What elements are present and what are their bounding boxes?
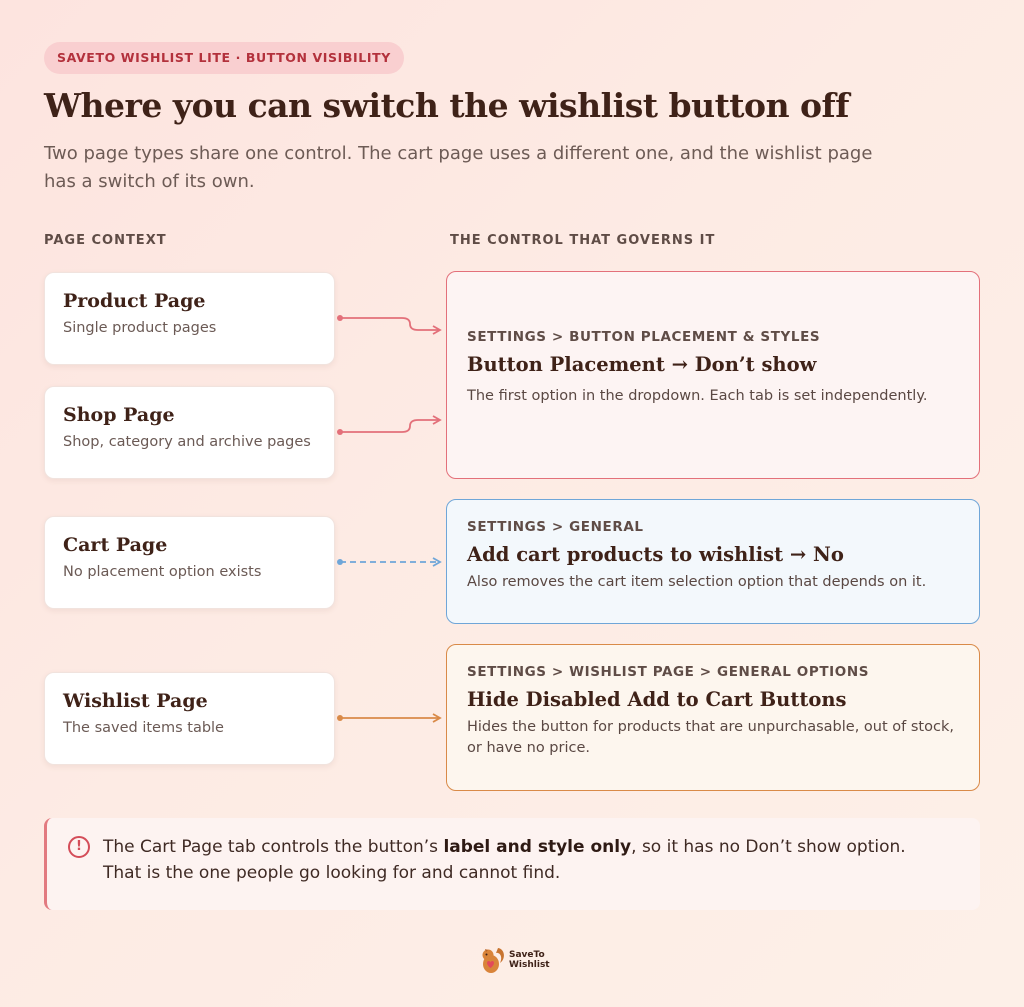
brand-logo [478, 944, 550, 976]
column-heading-control: THE CONTROL THAT GOVERNS IT [450, 233, 716, 248]
page-title: Where you can switch the wishlist button off [44, 86, 849, 125]
context-subtitle: Shop, category and archive pages [63, 434, 311, 450]
context-subtitle: The saved items table [63, 720, 224, 736]
control-description: Also removes the cart item selection option that depends on it. [467, 574, 927, 590]
control-card-general [446, 499, 980, 624]
control-path: SETTINGS > WISHLIST PAGE > GENERAL OPTIONS [467, 664, 870, 680]
context-card-cart [44, 516, 335, 609]
connector-product-to-placement [337, 315, 440, 330]
context-title: Cart Page [63, 534, 168, 556]
note-text: The Cart Page tab controls the button’s label and style only, so it has no Don’t show option. That is the one people go looking for and cannot find. [103, 837, 906, 883]
squirrel-heart-icon [478, 944, 506, 976]
control-title: Add cart products to wishlist → No [467, 543, 844, 566]
control-title: Hide Disabled Add to Cart Buttons [467, 688, 847, 711]
connector-shop-to-placement [337, 420, 440, 435]
control-description: Hides the button for products that are unpurchasable, out of stock, or have no price. [467, 719, 954, 756]
brand-name: SaveTo Wishlist [509, 950, 550, 970]
control-path: SETTINGS > BUTTON PLACEMENT & STYLES [467, 329, 821, 345]
control-title: Button Placement → Don’t show [467, 353, 817, 376]
connector-cart-to-general [337, 559, 440, 565]
control-path: SETTINGS > GENERAL [467, 519, 644, 535]
context-title: Product Page [63, 290, 206, 312]
context-card-shop [44, 386, 335, 479]
context-subtitle: Single product pages [63, 320, 217, 336]
eyebrow-badge: SAVETO WISHLIST LITE · BUTTON VISIBILITY [44, 42, 404, 74]
control-card-wishlist-options [446, 644, 980, 791]
connector-wishlist-to-options [337, 715, 440, 721]
context-title: Wishlist Page [63, 690, 208, 712]
page-subtitle: Two page types share one control. The cart page uses a different one, and the wishlist page has a switch of its own. [44, 143, 873, 192]
control-card-button-placement [446, 271, 980, 479]
column-heading-page-context: PAGE CONTEXT [44, 233, 167, 248]
alert-circle-icon: ! [68, 836, 90, 858]
warning-note [44, 818, 980, 910]
context-title: Shop Page [63, 404, 175, 426]
context-card-wishlist [44, 672, 335, 765]
context-subtitle: No placement option exists [63, 564, 262, 580]
context-card-product [44, 272, 335, 365]
control-description: The first option in the dropdown. Each tab is set independently. [467, 388, 928, 404]
